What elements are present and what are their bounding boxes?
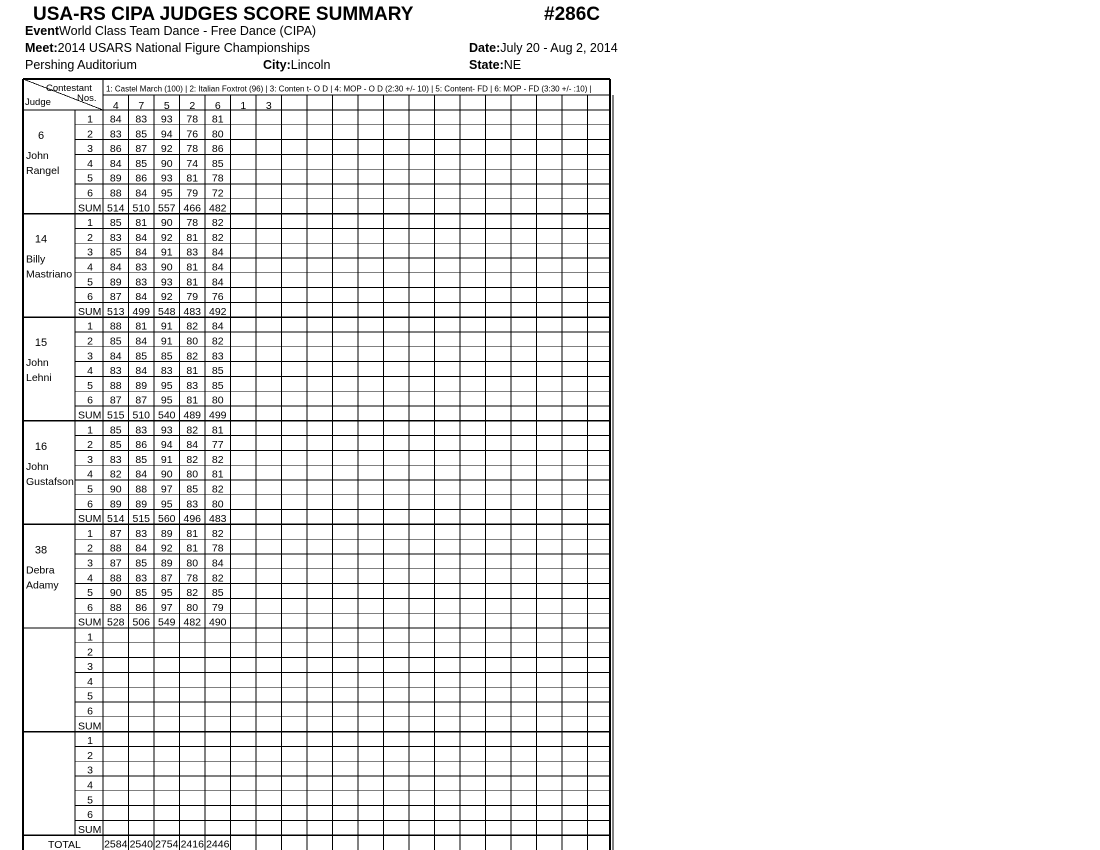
sum-cell: 514 bbox=[106, 202, 125, 215]
score-cell: 81 bbox=[135, 217, 148, 230]
judge-last-name: Lehni bbox=[26, 372, 52, 385]
element-number: 5 bbox=[87, 587, 93, 600]
score-cell: 93 bbox=[160, 424, 173, 437]
score-cell: 95 bbox=[160, 379, 173, 392]
element-number: 1 bbox=[87, 735, 93, 748]
score-cell: 85 bbox=[109, 246, 122, 259]
element-number: 6 bbox=[87, 809, 93, 822]
score-cell: 89 bbox=[160, 527, 173, 540]
sum-cell: 560 bbox=[157, 513, 176, 526]
score-cell: 81 bbox=[186, 394, 199, 407]
score-cell: 83 bbox=[135, 276, 148, 289]
score-cell: 83 bbox=[135, 261, 148, 274]
score-cell: 97 bbox=[160, 483, 173, 496]
total-label: TOTAL bbox=[48, 839, 81, 850]
element-number: 4 bbox=[87, 468, 93, 481]
element-number: 2 bbox=[87, 749, 93, 762]
score-cell: 92 bbox=[160, 231, 173, 244]
score-cell: 82 bbox=[211, 217, 224, 230]
score-cell: 85 bbox=[135, 557, 148, 570]
score-cell: 72 bbox=[211, 187, 224, 200]
score-cell: 93 bbox=[160, 172, 173, 185]
judge-number: 6 bbox=[37, 130, 45, 142]
element-number: 3 bbox=[87, 557, 93, 570]
element-number: 2 bbox=[87, 128, 93, 141]
score-cell: 81 bbox=[211, 113, 224, 126]
score-cell: 84 bbox=[135, 542, 148, 555]
score-cell: 83 bbox=[109, 453, 122, 466]
element-number: 1 bbox=[87, 113, 93, 126]
score-cell: 85 bbox=[211, 365, 224, 378]
score-cell: 80 bbox=[186, 335, 199, 348]
sum-cell: 510 bbox=[132, 202, 151, 215]
event-value: World Class Team Dance - Free Dance (CIPA) bbox=[59, 24, 317, 38]
score-cell: 84 bbox=[211, 320, 224, 333]
score-cell: 90 bbox=[109, 587, 122, 600]
score-cell: 74 bbox=[186, 157, 199, 170]
date-line: Date:July 20 - Aug 2, 2014 bbox=[469, 41, 618, 55]
score-cell: 81 bbox=[186, 542, 199, 555]
score-cell: 93 bbox=[160, 276, 173, 289]
element-number: 2 bbox=[87, 542, 93, 555]
sum-label: SUM bbox=[78, 305, 102, 318]
score-cell: 80 bbox=[211, 498, 224, 511]
score-cell: 80 bbox=[186, 557, 199, 570]
judge-first-name: Debra bbox=[26, 564, 55, 577]
element-number: 5 bbox=[87, 276, 93, 289]
score-cell: 84 bbox=[211, 261, 224, 274]
sum-label: SUM bbox=[78, 409, 102, 422]
score-cell: 85 bbox=[211, 379, 224, 392]
total-cell: 2540 bbox=[129, 838, 153, 850]
score-cell: 87 bbox=[160, 572, 173, 585]
city-label: City bbox=[263, 58, 287, 72]
score-cell: 90 bbox=[160, 261, 173, 274]
sum-label: SUM bbox=[78, 202, 102, 215]
sum-cell: 510 bbox=[132, 409, 151, 422]
score-cell: 82 bbox=[186, 587, 199, 600]
score-cell: 87 bbox=[135, 394, 148, 407]
score-cell: 95 bbox=[160, 394, 173, 407]
element-number: 2 bbox=[87, 335, 93, 348]
score-cell: 83 bbox=[109, 231, 122, 244]
score-cell: 86 bbox=[211, 143, 224, 156]
score-cell: 90 bbox=[160, 468, 173, 481]
score-cell: 83 bbox=[135, 527, 148, 540]
score-cell: 85 bbox=[186, 483, 199, 496]
score-cell: 93 bbox=[160, 113, 173, 126]
score-cell: 81 bbox=[211, 424, 224, 437]
judge-last-name: Rangel bbox=[26, 165, 60, 177]
judge-first-name: John bbox=[26, 357, 49, 370]
sum-cell: 482 bbox=[208, 202, 227, 215]
contestant-number: 6 bbox=[214, 100, 221, 112]
event-legend: 1: Castel March (100) | 2: Italian Foxtrot (96) | 3: Conten t- O D | 4: MOP - O D (2:30 +/- 10) | 5: Content- FD | 6: MOP - FD (3:30 +/- :10) | bbox=[106, 84, 592, 94]
sum-cell: 557 bbox=[157, 202, 176, 215]
score-cell: 85 bbox=[109, 217, 122, 230]
score-cell: 87 bbox=[109, 291, 122, 304]
judge-first-name: Billy bbox=[26, 253, 46, 266]
judge-number: 14 bbox=[34, 233, 48, 246]
score-cell: 76 bbox=[186, 128, 199, 141]
score-cell: 91 bbox=[160, 453, 173, 466]
corner-nos-label: Nos. bbox=[77, 93, 97, 104]
score-cell: 88 bbox=[135, 483, 148, 496]
element-number: 3 bbox=[87, 661, 93, 674]
score-cell: 84 bbox=[109, 261, 122, 274]
score-cell: 84 bbox=[135, 291, 148, 304]
contestant-number: 2 bbox=[189, 100, 196, 112]
element-number: 3 bbox=[87, 246, 93, 259]
judge-last-name: Gustafson bbox=[26, 475, 74, 488]
score-cell: 88 bbox=[109, 320, 122, 333]
contestant-number: 1 bbox=[240, 100, 247, 112]
score-cell: 80 bbox=[186, 601, 199, 614]
score-cell: 82 bbox=[211, 231, 224, 244]
score-cell: 83 bbox=[186, 246, 199, 259]
score-cell: 81 bbox=[211, 468, 224, 481]
score-cell: 84 bbox=[135, 187, 148, 200]
score-cell: 92 bbox=[160, 542, 173, 555]
element-number: 5 bbox=[87, 483, 93, 496]
score-cell: 82 bbox=[211, 527, 224, 540]
score-cell: 76 bbox=[211, 291, 224, 304]
score-cell: 83 bbox=[186, 498, 199, 511]
score-cell: 86 bbox=[109, 143, 122, 156]
judge-number: 16 bbox=[34, 440, 48, 453]
element-number: 2 bbox=[87, 231, 93, 244]
sum-label: SUM bbox=[78, 513, 102, 526]
score-cell: 79 bbox=[186, 291, 199, 304]
score-cell: 82 bbox=[186, 320, 199, 333]
element-number: 3 bbox=[87, 764, 93, 777]
score-cell: 83 bbox=[186, 379, 199, 392]
judge-last-name: Adamy bbox=[26, 579, 59, 592]
element-number: 6 bbox=[87, 498, 93, 511]
score-cell: 82 bbox=[211, 335, 224, 348]
element-number: 4 bbox=[87, 779, 93, 792]
score-cell: 90 bbox=[109, 483, 122, 496]
score-cell: 94 bbox=[160, 439, 173, 452]
sum-cell: 549 bbox=[157, 616, 176, 629]
meet-label: Meet bbox=[25, 41, 54, 55]
venue: Pershing Auditorium bbox=[25, 58, 137, 72]
element-number: 3 bbox=[87, 453, 93, 466]
score-cell: 89 bbox=[135, 379, 148, 392]
score-cell: 85 bbox=[135, 128, 148, 141]
total-cell: 2416 bbox=[180, 838, 204, 850]
contestant-number: 4 bbox=[112, 100, 119, 112]
score-cell: 85 bbox=[135, 157, 148, 170]
score-cell: 85 bbox=[160, 350, 173, 363]
element-number: 6 bbox=[87, 394, 93, 407]
event-label: Event bbox=[25, 24, 60, 38]
score-cell: 78 bbox=[186, 217, 199, 230]
score-cell: 80 bbox=[211, 394, 224, 407]
judge-number: 15 bbox=[34, 337, 48, 350]
sum-cell: 482 bbox=[183, 616, 202, 629]
score-cell: 89 bbox=[109, 276, 122, 289]
score-cell: 84 bbox=[135, 468, 148, 481]
score-cell: 91 bbox=[160, 246, 173, 259]
score-cell: 86 bbox=[135, 601, 148, 614]
score-cell: 87 bbox=[135, 143, 148, 156]
city-value: Lincoln bbox=[290, 58, 331, 72]
state-label: State bbox=[469, 58, 500, 72]
element-number: 5 bbox=[87, 794, 93, 807]
sum-cell: 483 bbox=[183, 305, 202, 318]
score-cell: 78 bbox=[186, 113, 199, 126]
sum-cell: 515 bbox=[132, 513, 151, 526]
score-cell: 84 bbox=[109, 350, 122, 363]
sum-label: SUM bbox=[78, 720, 102, 733]
total-cell: 2754 bbox=[155, 838, 179, 850]
score-cell: 95 bbox=[160, 587, 173, 600]
sum-cell: 506 bbox=[132, 616, 151, 629]
state-value: NE bbox=[503, 58, 522, 72]
score-cell: 85 bbox=[135, 587, 148, 600]
score-cell: 84 bbox=[211, 276, 224, 289]
score-cell: 88 bbox=[109, 187, 122, 200]
sum-cell: 548 bbox=[157, 305, 176, 318]
element-number: 4 bbox=[87, 572, 93, 585]
judge-last-name: Mastriano bbox=[26, 268, 73, 281]
element-number: 6 bbox=[87, 291, 93, 304]
score-cell: 85 bbox=[211, 157, 224, 170]
judge-first-name: John bbox=[26, 150, 49, 162]
element-number: 1 bbox=[87, 631, 93, 644]
element-number: 6 bbox=[87, 705, 93, 718]
date-label: Date bbox=[469, 41, 497, 55]
score-cell: 82 bbox=[211, 483, 224, 496]
score-cell: 78 bbox=[211, 542, 224, 555]
element-number: 4 bbox=[87, 157, 93, 170]
element-number: 6 bbox=[87, 187, 93, 200]
sum-cell: 499 bbox=[208, 409, 227, 422]
score-cell: 88 bbox=[109, 379, 122, 392]
score-cell: 82 bbox=[211, 572, 224, 585]
score-cell: 89 bbox=[160, 557, 173, 570]
score-cell: 94 bbox=[160, 128, 173, 141]
element-number: 4 bbox=[87, 261, 93, 274]
judge-number: 38 bbox=[34, 544, 48, 557]
score-cell: 85 bbox=[109, 439, 122, 452]
element-number: 1 bbox=[87, 424, 93, 437]
sum-cell: 492 bbox=[208, 305, 227, 318]
score-cell: 92 bbox=[160, 291, 173, 304]
score-cell: 78 bbox=[186, 143, 199, 156]
sum-cell: 483 bbox=[208, 513, 227, 526]
score-cell: 95 bbox=[160, 187, 173, 200]
score-cell: 81 bbox=[186, 527, 199, 540]
score-cell: 77 bbox=[211, 439, 224, 452]
score-cell: 91 bbox=[160, 320, 173, 333]
score-cell: 88 bbox=[109, 542, 122, 555]
score-cell: 86 bbox=[135, 172, 148, 185]
score-cell: 83 bbox=[109, 128, 122, 141]
state-line: State:NE bbox=[469, 58, 522, 72]
score-cell: 92 bbox=[160, 143, 173, 156]
total-cell: 2446 bbox=[206, 838, 230, 850]
score-cell: 81 bbox=[186, 365, 199, 378]
corner-judge-label: Judge bbox=[25, 97, 51, 108]
score-cell: 84 bbox=[211, 557, 224, 570]
score-cell: 85 bbox=[135, 350, 148, 363]
score-cell: 82 bbox=[109, 468, 122, 481]
score-cell: 84 bbox=[109, 157, 122, 170]
page-title: USA-RS CIPA JUDGES SCORE SUMMARY bbox=[33, 4, 414, 25]
element-number: 5 bbox=[87, 172, 93, 185]
score-cell: 89 bbox=[109, 172, 122, 185]
score-cell: 83 bbox=[211, 350, 224, 363]
score-cell: 81 bbox=[186, 231, 199, 244]
meet-value: 2014 USARS National Figure Championships bbox=[57, 41, 310, 55]
score-cell: 88 bbox=[109, 601, 122, 614]
score-cell: 85 bbox=[211, 587, 224, 600]
score-cell: 84 bbox=[211, 246, 224, 259]
score-cell: 82 bbox=[211, 453, 224, 466]
score-cell: 89 bbox=[109, 498, 122, 511]
element-number: 4 bbox=[87, 675, 93, 688]
contestant-number: 5 bbox=[163, 100, 170, 112]
element-number: 1 bbox=[87, 217, 93, 230]
score-cell: 85 bbox=[135, 453, 148, 466]
corner-contestant-label: Contestant bbox=[46, 83, 92, 94]
score-cell: 97 bbox=[160, 601, 173, 614]
score-cell: 84 bbox=[135, 246, 148, 259]
judge-first-name: John bbox=[26, 460, 49, 473]
score-cell: 78 bbox=[211, 172, 224, 185]
meet-line: Meet:2014 USARS National Figure Championships bbox=[25, 41, 310, 55]
sum-label: SUM bbox=[78, 616, 102, 629]
score-cell: 88 bbox=[109, 572, 122, 585]
sum-cell: 496 bbox=[183, 513, 202, 526]
score-cell: 83 bbox=[135, 424, 148, 437]
sum-cell: 490 bbox=[208, 616, 227, 629]
contestant-number: 7 bbox=[138, 100, 145, 112]
sum-cell: 499 bbox=[132, 305, 151, 318]
score-cell: 80 bbox=[211, 128, 224, 141]
sum-cell: 489 bbox=[183, 409, 202, 422]
contestant-number: 3 bbox=[265, 100, 272, 112]
score-cell: 83 bbox=[135, 572, 148, 585]
element-number: 3 bbox=[87, 143, 93, 156]
score-cell: 84 bbox=[109, 113, 122, 126]
element-number: 3 bbox=[87, 350, 93, 363]
score-cell: 86 bbox=[135, 439, 148, 452]
score-cell: 84 bbox=[135, 335, 148, 348]
sum-cell: 515 bbox=[106, 409, 125, 422]
score-cell: 81 bbox=[186, 172, 199, 185]
score-cell: 84 bbox=[186, 439, 199, 452]
city-line: City:Lincoln bbox=[263, 58, 331, 72]
score-cell: 82 bbox=[186, 350, 199, 363]
score-cell: 87 bbox=[109, 527, 122, 540]
score-cell: 83 bbox=[160, 365, 173, 378]
score-cell: 82 bbox=[186, 453, 199, 466]
score-cell: 78 bbox=[186, 572, 199, 585]
score-cell: 90 bbox=[160, 217, 173, 230]
score-cell: 87 bbox=[109, 394, 122, 407]
score-cell: 81 bbox=[186, 276, 199, 289]
score-cell: 83 bbox=[109, 365, 122, 378]
element-number: 2 bbox=[87, 439, 93, 452]
score-cell: 84 bbox=[135, 231, 148, 244]
element-number: 5 bbox=[87, 379, 93, 392]
sum-cell: 528 bbox=[106, 616, 125, 629]
element-number: 1 bbox=[87, 320, 93, 333]
score-cell: 89 bbox=[135, 498, 148, 511]
score-cell: 80 bbox=[186, 468, 199, 481]
score-cell: 85 bbox=[109, 335, 122, 348]
sum-cell: 514 bbox=[106, 513, 125, 526]
score-cell: 91 bbox=[160, 335, 173, 348]
score-cell: 82 bbox=[186, 424, 199, 437]
element-number: 6 bbox=[87, 601, 93, 614]
element-number: 4 bbox=[87, 365, 93, 378]
element-number: 5 bbox=[87, 690, 93, 703]
total-cell: 2584 bbox=[104, 838, 128, 850]
score-cell: 95 bbox=[160, 498, 173, 511]
score-cell: 83 bbox=[135, 113, 148, 126]
form-number: #286C bbox=[544, 4, 600, 25]
score-cell: 87 bbox=[109, 557, 122, 570]
sum-cell: 513 bbox=[106, 305, 125, 318]
sum-cell: 466 bbox=[183, 202, 202, 215]
score-cell: 81 bbox=[186, 261, 199, 274]
date-value: July 20 - Aug 2, 2014 bbox=[500, 41, 618, 55]
score-cell: 81 bbox=[135, 320, 148, 333]
score-cell: 90 bbox=[160, 157, 173, 170]
score-cell: 79 bbox=[186, 187, 199, 200]
element-number: 1 bbox=[87, 527, 93, 540]
score-cell: 84 bbox=[135, 365, 148, 378]
sum-cell: 540 bbox=[157, 409, 176, 422]
sum-label: SUM bbox=[78, 823, 102, 836]
element-number: 2 bbox=[87, 646, 93, 659]
score-cell: 85 bbox=[109, 424, 122, 437]
score-cell: 79 bbox=[211, 601, 224, 614]
